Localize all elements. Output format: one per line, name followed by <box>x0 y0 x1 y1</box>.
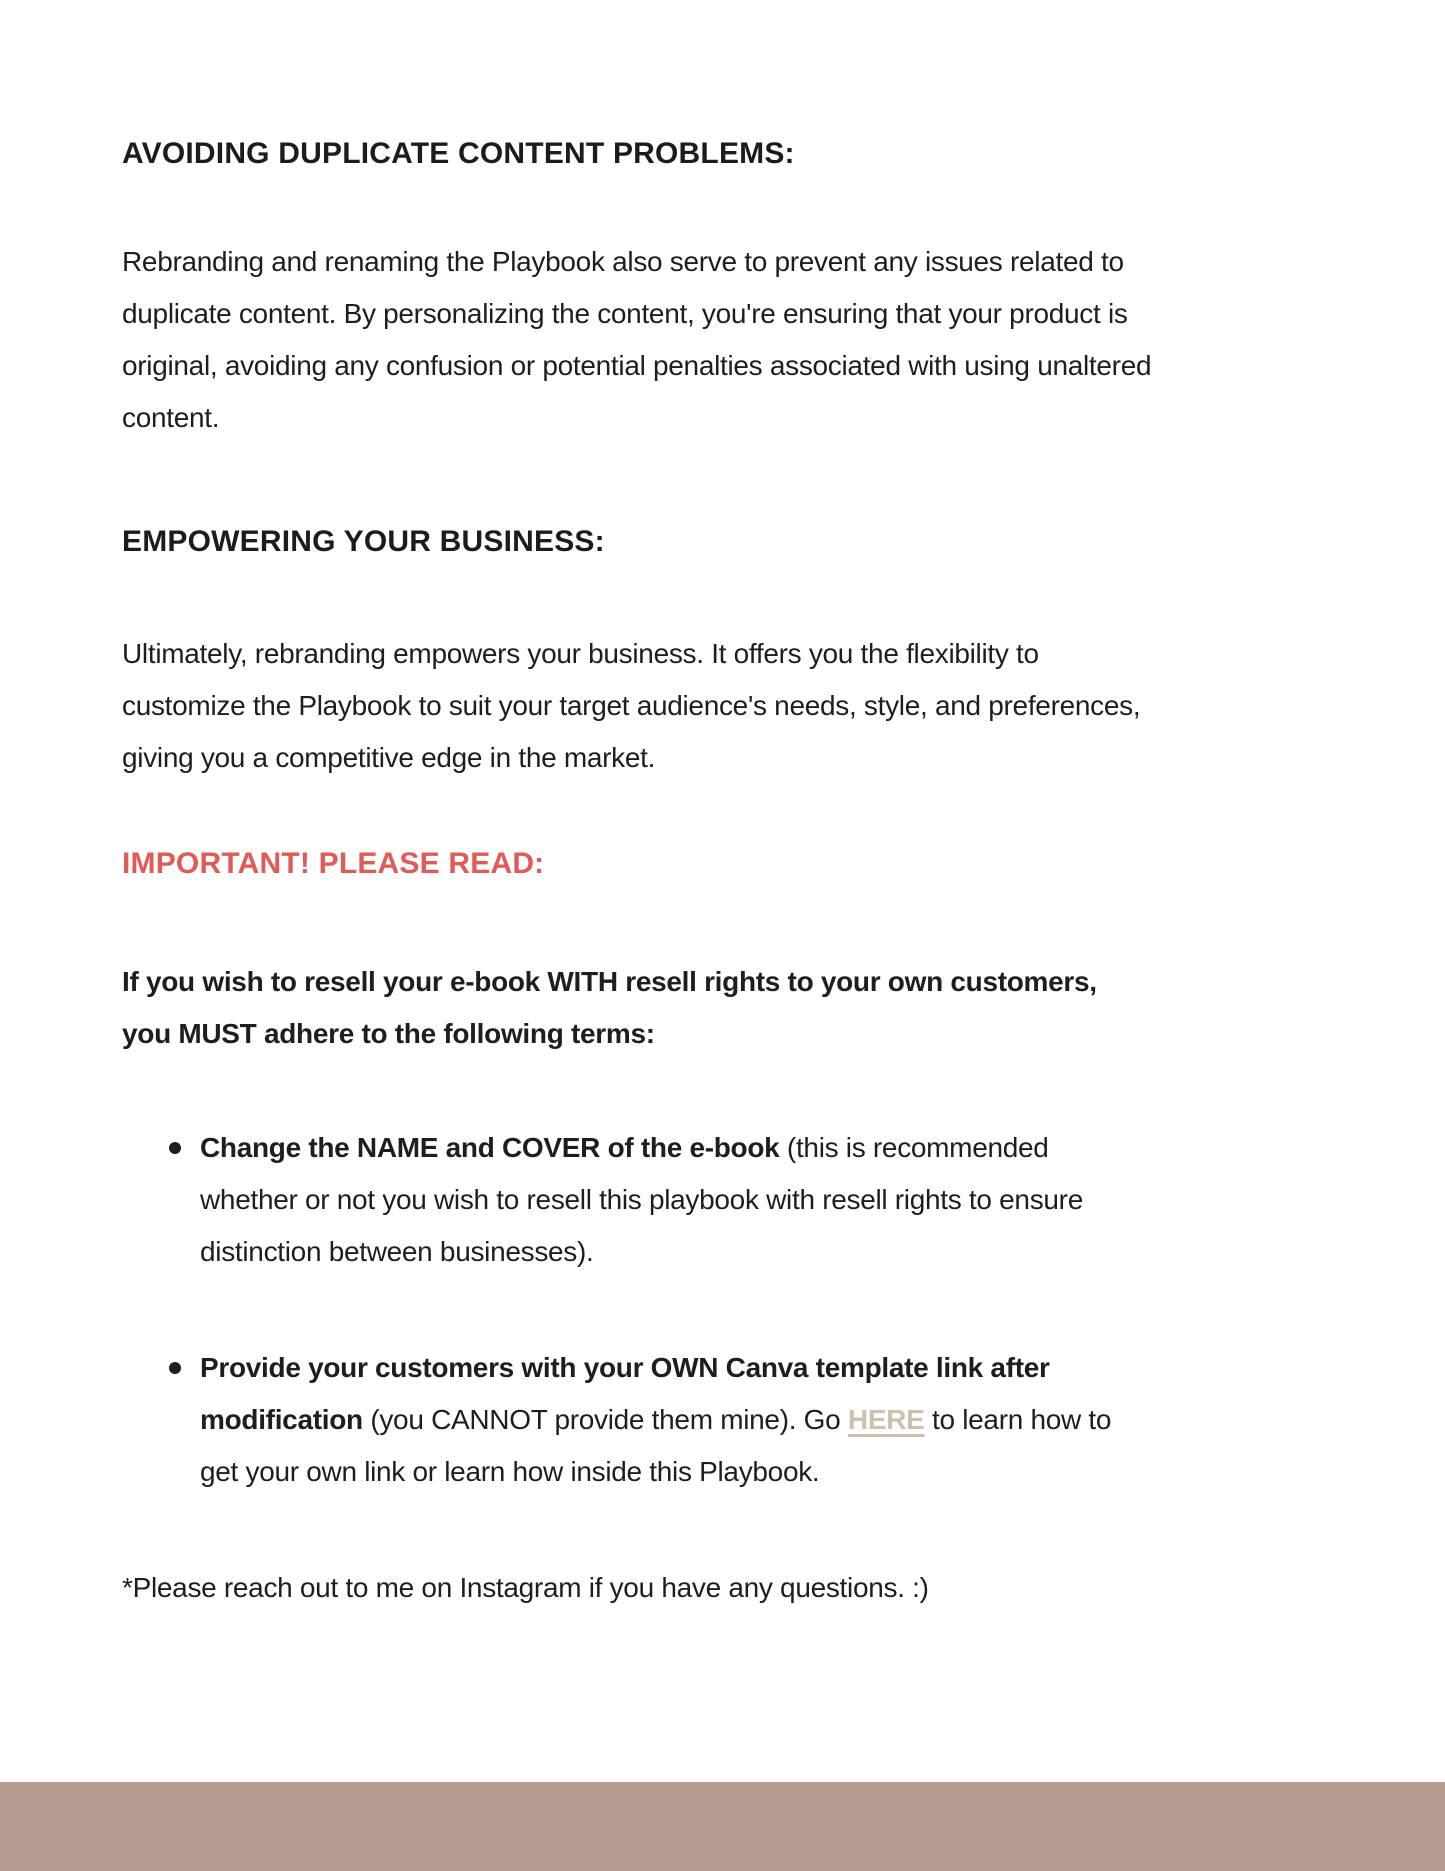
bullet-icon <box>169 1142 181 1154</box>
term-item-rest-text: to learn how to get your own link or learn how inside this Playbook. <box>200 1404 1112 1487</box>
bullet-icon <box>169 1362 181 1374</box>
term-item-rest-text: (this is recommended whether or not you wish to resell this playbook with resell rights to ensure distinction between businesses). <box>200 1132 1083 1267</box>
section-heading-duplicate-content: AVOIDING DUPLICATE CONTENT PROBLEMS: <box>122 137 795 170</box>
term-item-bold-text: Provide your customers with your OWN Canva template link after modification <box>200 1352 1050 1435</box>
section-heading-empowering: EMPOWERING YOUR BUSINESS: <box>122 525 605 558</box>
term-item-rename-cover <box>122 1122 1152 1278</box>
terms-intro: If you wish to resell your e-book WITH resell rights to your own customers, you MUST adhere to the following terms: <box>122 966 1097 1049</box>
section-heading-important: IMPORTANT! PLEASE READ: <box>122 847 545 880</box>
page-content <box>122 136 1152 1614</box>
terms-list <box>122 1122 1152 1498</box>
instagram-note: *Please reach out to me on Instagram if you have any questions. :) <box>122 1572 929 1603</box>
paragraph-empowering: Ultimately, rebranding empowers your business. It offers you the flexibility to customize the Playbook to suit your target audience's needs, style, and preferences, giving you a competitive edge in the market. <box>122 638 1141 773</box>
paragraph-duplicate-content: Rebranding and renaming the Playbook also serve to prevent any issues related to duplicate content. By personalizing the content, you're ensuring that your product is original, avoiding any confusion or potential penalties associated with using unaltered content. <box>122 246 1152 433</box>
term-item-mid-text: (you CANNOT provide them mine). Go <box>362 1404 848 1435</box>
here-link[interactable]: HERE <box>847 1404 925 1435</box>
footer-bar <box>0 1782 1445 1871</box>
term-item-bold-text: Change the NAME and COVER of the e-book <box>200 1132 780 1163</box>
term-item-own-template-link <box>122 1342 1152 1498</box>
